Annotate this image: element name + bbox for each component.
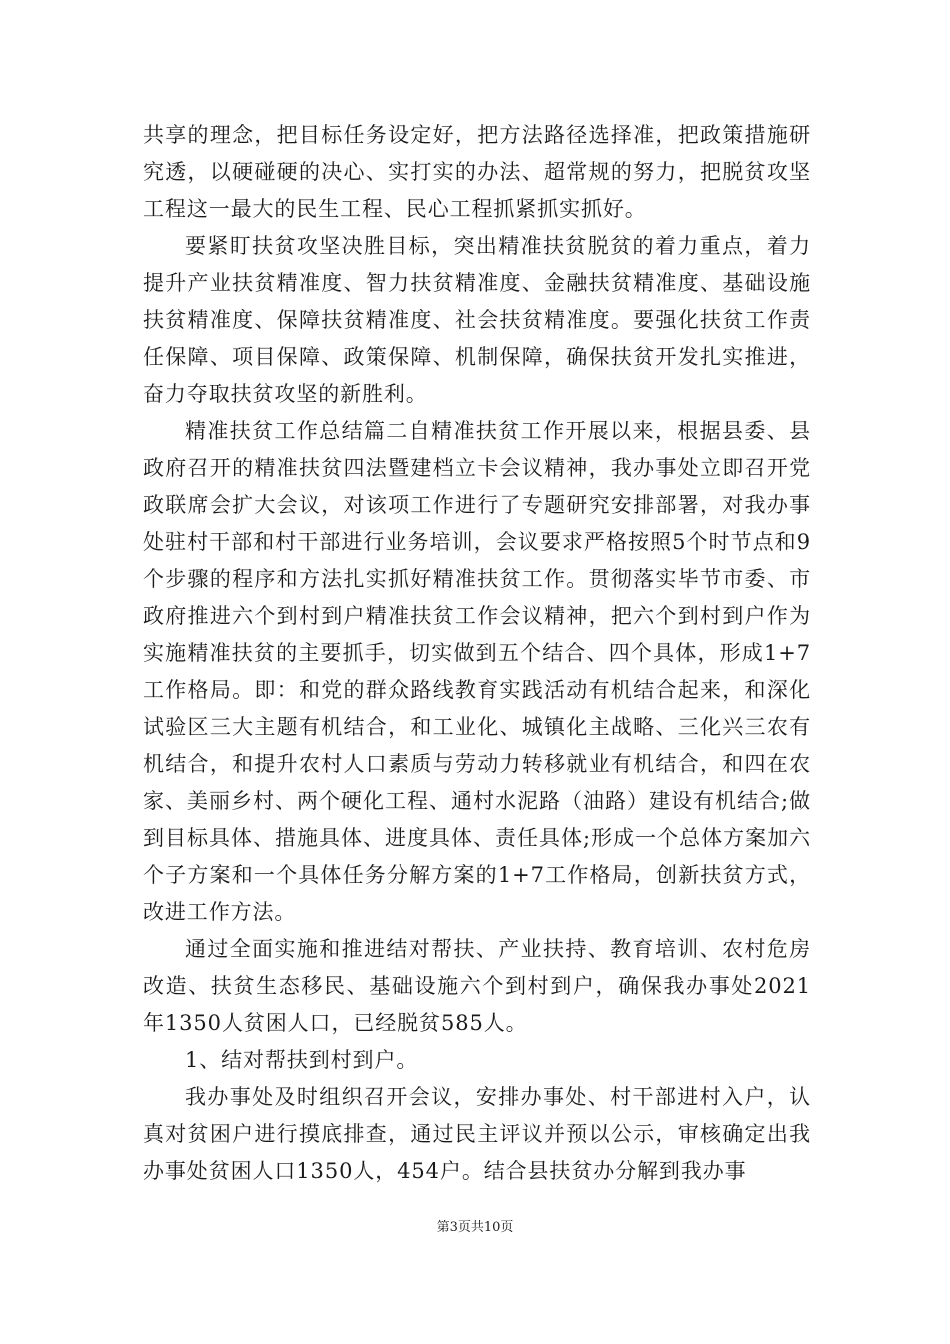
page-number-footer: 第3页共10页 [436,1220,514,1235]
paragraph-2: 要紧盯扶贫攻坚决胜目标，突出精准扶贫脱贫的着力重点，着力提升产业扶贫精准度、智力扶贫精准度、金融扶贫精准度、基础设施扶贫精准度、保障扶贫精准度、社会扶贫精准度。要强化扶贫工作责任保障、项目保障、政策保障、机制保障，确保扶贫开发扎实推进，奋力夺取扶贫攻坚的新胜利。 [143,234,811,406]
paragraph-3: 精准扶贫工作总结篇二自精准扶贫工作开展以来，根据县委、县政府召开的精准扶贫四法暨建档立卡会议精神，我办事处立即召开党政联席会扩大会议，对该项工作进行了专题研究安排部署，对我办事处驻村干部和村干部进行业务培训，会议要求严格按照5个时节点和9个步骤的程序和方法扎实抓好精准扶贫工作。贯彻落实毕节市委、市政府推进六个到村到户精准扶贫工作会议精神，把六个到村到户作为实施精准扶贫的主要抓手，切实做到五个结合、四个具体，形成1+7工作格局。即：和党的群众路线教育实践活动有机结合起来，和深化试验区三大主题有机结合，和工业化、城镇化主战略、三化兴三农有机结合，和提升农村人口素质与劳动力转移就业有机结合，和四在农家、美丽乡村、两个硬化工程、通村水泥路（油路）建设有机结合;做到目标具体、措施具体、进度具体、责任具体;形成一个总体方案加六个子方案和一个具体任务分解方案的1+7工作格局，创新扶贫方式，改进工作方法。 [143,419,811,924]
paragraph-5-heading: 1、结对帮扶到村到户。 [185,1048,419,1072]
paragraph-1: 共享的理念，把目标任务设定好，把方法路径选择准，把政策措施研究透，以硬碰硬的决心、实打实的办法、超常规的努力，把脱贫攻坚工程这一最大的民生工程、民心工程抓紧抓实抓好。 [143,123,811,221]
paragraph-6: 我办事处及时组织召开会议，安排办事处、村干部进村入户，认真对贫困户进行摸底排查，通过民主评议并预以公示，审核确定出我办事处贫困人口1350人，454户。结合县扶贫办分解到我办事 [143,1085,811,1183]
paragraph-4: 通过全面实施和推进结对帮扶、产业扶持、教育培训、农村危房改造、扶贫生态移民、基础设施六个到村到户，确保我办事处2021年1350人贫困人口，已经脱贫585人。 [143,937,811,1035]
document-body [143,117,811,1190]
